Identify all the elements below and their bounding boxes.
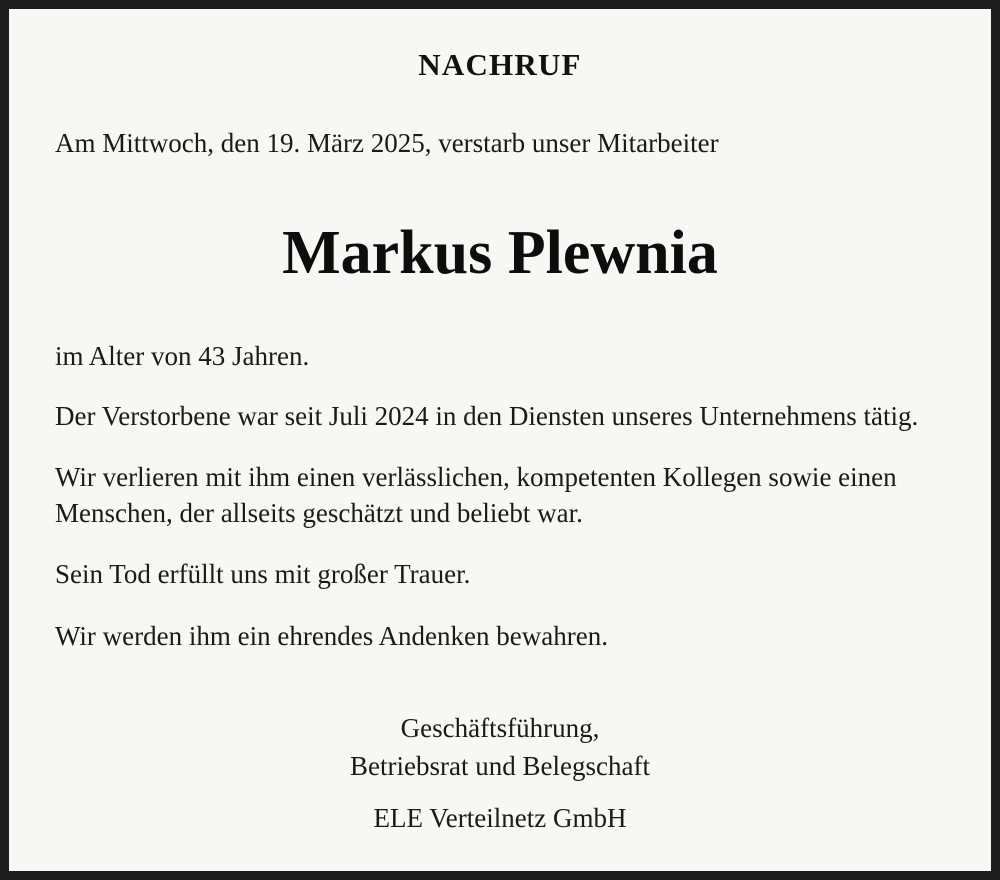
remembrance-paragraph: Wir werden ihm ein ehrendes Andenken bewahren.: [55, 621, 608, 652]
signature-line-1: Geschäftsführung,: [400, 712, 600, 743]
signature-block: [53, 709, 947, 838]
signature-company: ELE Verteilnetz GmbH: [373, 803, 627, 834]
bottom-spacer: [53, 838, 947, 847]
age-line: im Alter von 43 Jahren.: [55, 340, 310, 371]
grief-paragraph: Sein Tod erfüllt uns mit großer Trauer.: [55, 559, 471, 590]
tribute-paragraph: Wir verlieren mit ihm einen verlässlichen, kompetenten Kollegen sowie einen Menschen, der allseits geschätzt und beliebt war.: [55, 462, 897, 528]
page-title: NACHRUF: [418, 47, 582, 82]
intro-line: Am Mittwoch, den 19. März 2025, verstarb unser Mitarbeiter: [55, 128, 719, 158]
signature-line-2: Betriebsrat und Belegschaft: [350, 751, 650, 782]
deceased-name: Markus Plewnia: [282, 218, 718, 287]
employment-paragraph: Der Verstorbene war seit Juli 2024 in den Diensten unseres Unternehmens tätig.: [55, 400, 919, 431]
